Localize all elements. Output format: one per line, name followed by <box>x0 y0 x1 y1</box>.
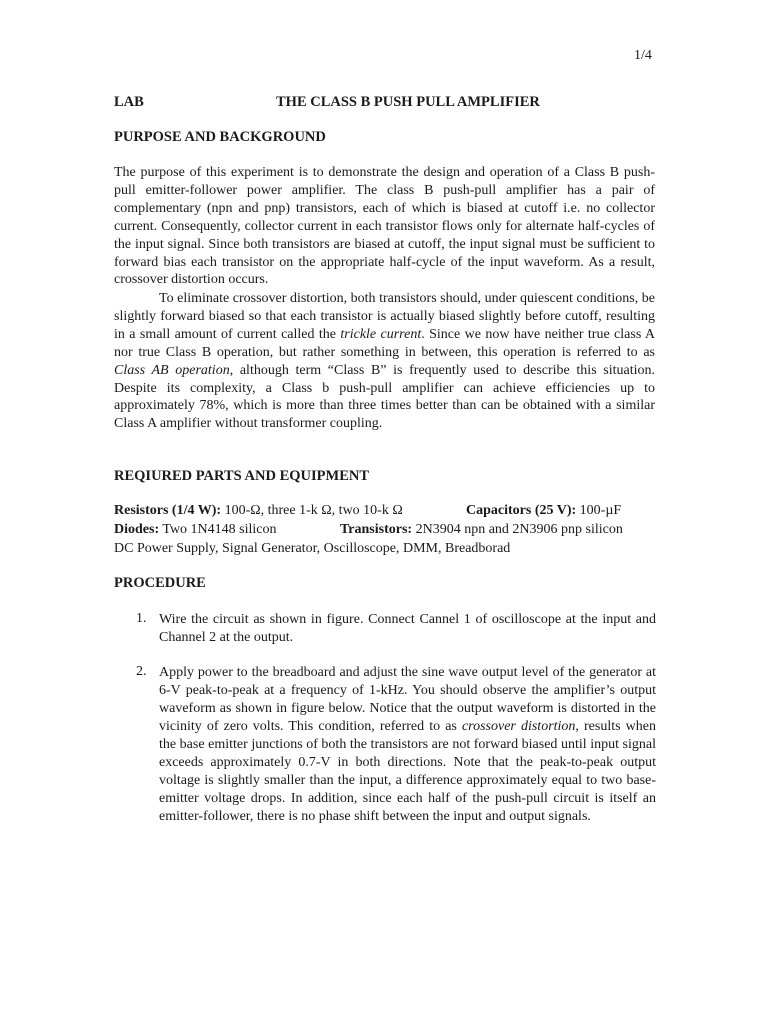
step-number: 1. <box>136 611 147 626</box>
step-number: 2. <box>136 664 147 679</box>
purpose-paragraph-1: The purpose of this experiment is to demonstrate the design and operation of a Class B push-pull emitter-follower power amplifier. The class B push-pull amplifier has a pair of complementary (npn and pnp) transistors, each of which is biased at cutoff i.e. no collector current. Consequently, collector current in each transistor flows only for alternate half-cycles of the input signal. Since both transistors are biased at cutoff, the input signal must be sufficient to forward bias each transistor on the appropriate half-cycle of the input waveform. As a result, crossover distortion occurs. <box>114 165 655 288</box>
transistors-line: Transistors: 2N3904 npn and 2N3906 pnp silicon <box>340 522 623 537</box>
step-text: Wire the circuit as shown in figure. Connect Cannel 1 of oscilloscope at the input and Channel 2 at the output. <box>159 612 656 645</box>
resistors-line: Resistors (1/4 W): 100-Ω, three 1-k Ω, two 10-k Ω <box>114 503 403 518</box>
purpose-heading: PURPOSE AND BACKGROUND <box>114 129 326 145</box>
document-title: THE CLASS B PUSH PULL AMPLIFIER <box>276 94 540 110</box>
purpose-paragraph-2: To eliminate crossover distortion, both transistors should, under quiescent conditions, be slightly forward biased so that each transistor is actually biased slightly before cutoff, resulting in a small amount of current called the trickle current. Since we now have neither true class A nor true Class B operation, but rather something in between, this operation is referred to as Class AB operation, although term “Class B” is frequently used to describe this situation. Despite its complexity, a Class b push-pull amplifier can achieve efficiencies up to approximately 78%, which is more than three times better than can be obtained with a similar Class A amplifier without transformer coupling. <box>114 291 655 432</box>
parts-heading: REQIURED PARTS AND EQUIPMENT <box>114 468 370 484</box>
lab-label: LAB <box>114 94 144 110</box>
equipment-line: DC Power Supply, Signal Generator, Oscilloscope, DMM, Breadborad <box>114 541 511 556</box>
capacitors-line: Capacitors (25 V): 100-µF <box>466 503 622 518</box>
class-ab-term: Class AB operation <box>114 362 230 378</box>
step-text: Apply power to the breadboard and adjust the sine wave output level of the generator at 6-V peak-to-peak at a frequency of 1-kHz. You should observe the amplifier’s output waveform as shown in figure below. Notice that the output waveform is distorted in the vicinity of zero volts. This condition, referred to as crossover distortion, results when the base emitter junctions of both the transistors are not forward biased until input signal exceeds approximately 0.7-V in both directions. Note that the peak-to-peak output voltage is slightly smaller than the input, a difference approximately equal to two base-emitter voltage drops. In addition, since each half of the push-pull circuit is itself an emitter-follower, there is no phase shift between the input and output signals. <box>159 665 656 824</box>
procedure-heading: PROCEDURE <box>114 575 206 591</box>
page-number: 1/4 <box>634 48 652 63</box>
trickle-current-term: trickle current <box>340 326 422 342</box>
diodes-line: Diodes: Two 1N4148 silicon <box>114 522 277 537</box>
crossover-distortion-term: crossover distortion <box>461 719 576 734</box>
